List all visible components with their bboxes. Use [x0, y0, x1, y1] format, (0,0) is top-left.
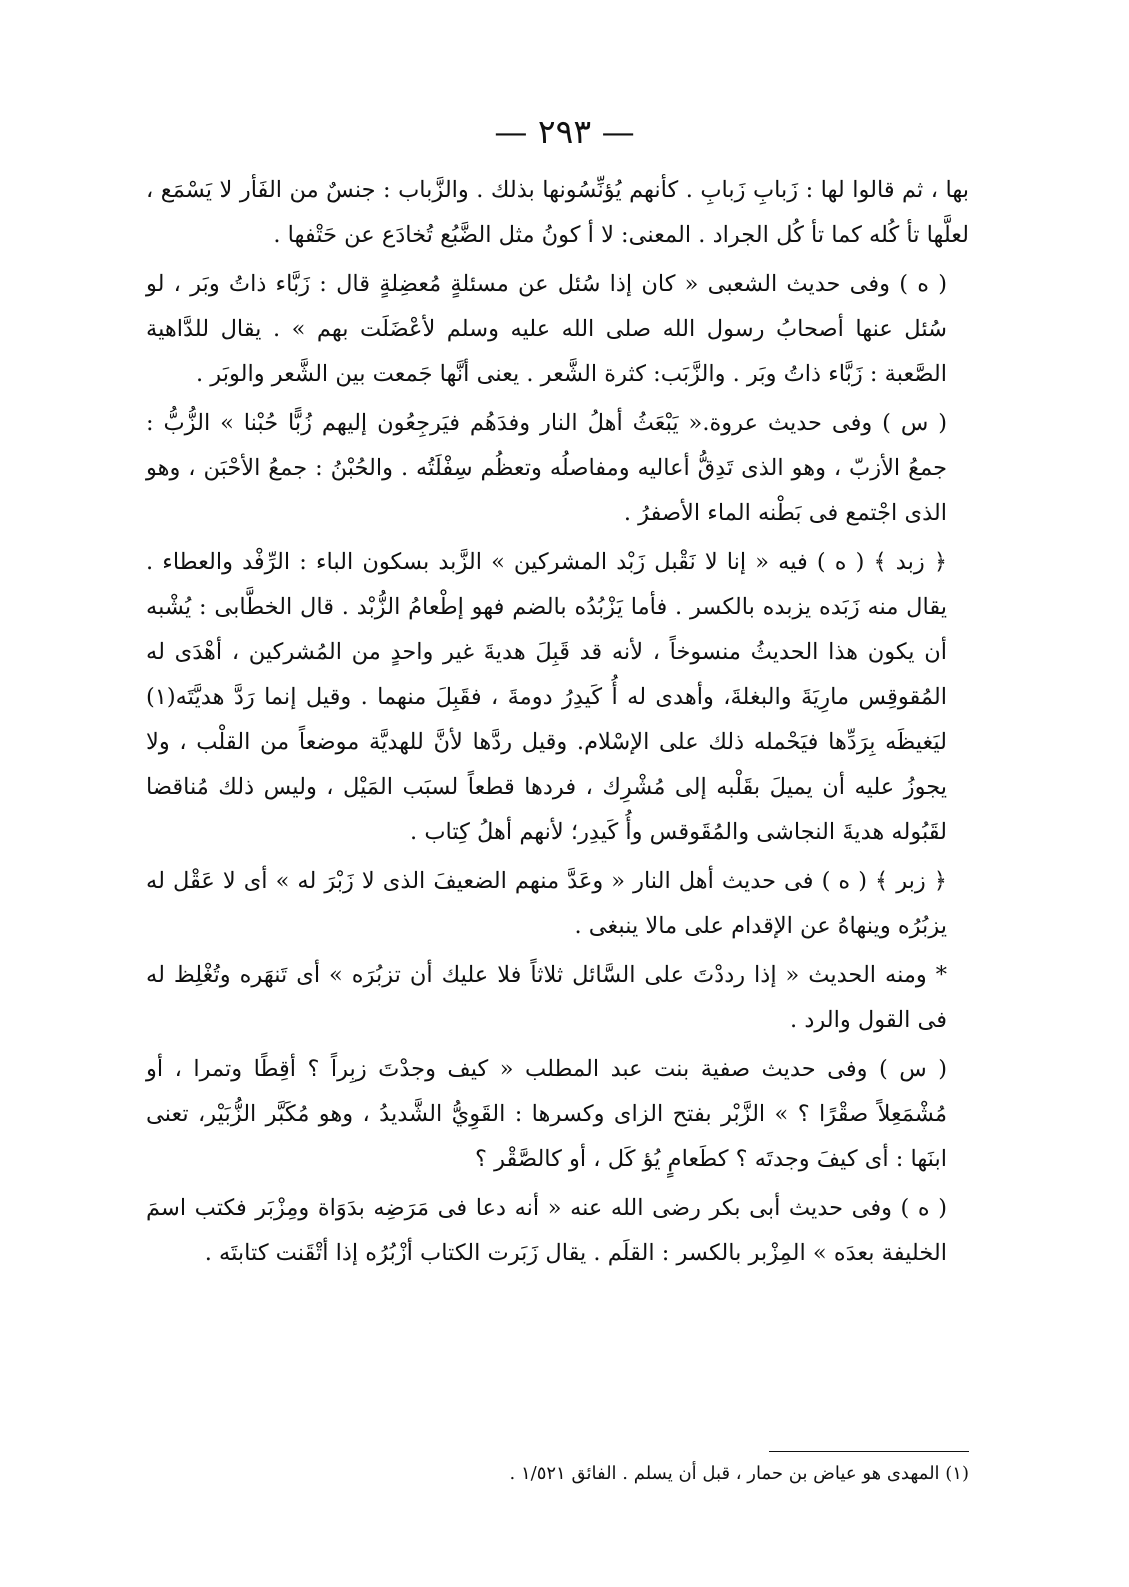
paragraph-abu-bakr-hadith: ( ه ) وفى حديث أبى بكر رضى الله عنه « أنه دعا فى مَرَضِه بدَوَاة ومِزْبَر فكتب اسمَ الخليفة بعدَه » المِزْبر بالكسر : القلَم . يقال زَبَرت الكتاب أزْبُرُه إذا أتْقَنت كتابتَه .	[146, 1195, 947, 1266]
main-text	[146, 168, 969, 1276]
footnote: (١) المهدى هو عياض بن حمار ، قبل أن يسلم . الفائق ١/٥٢١ .	[509, 1463, 969, 1484]
paragraph-shabi-hadith: ( ه ) وفى حديث الشعبى « كان إذا سُئل عن مسئلةٍ مُعضِلةٍ قال : زَبَّاء ذاتُ وبَر ، لو سُئل عنها أصحابُ رسول الله صلى الله عليه وسلم لأعْضَلَت بهم » . يقال للدَّاهية الصَّعبة : زَبَّاء ذاتُ وبَر . والزَّبَب: كثرة الشَّعر . يعنى أنَّها جَمعت بين الشَّعر والوبَر .	[146, 271, 947, 387]
footnote-divider	[769, 1451, 969, 1452]
paragraph-zabr-sail: * ومنه الحديث « إذا رددْتَ على السَّائل ثلاثاً فلا عليك أن تزبُرَه » أى تَنهَره وتُغْلِظ له فى القول والرد .	[146, 962, 947, 1033]
page-number: — ٢٩٣ —	[494, 112, 635, 151]
entry-zabr: ﴿ زبر ﴾ ( ه ) فى حديث أهل النار « وعَدَّ منهم الضعيفَ الذى لا زَبْرَ له » أى لا عَقْل له يزبُرُه وينهاهُ عن الإقدام على مالا ينبغى .	[146, 868, 947, 939]
paragraph-urwa-hadith: ( س ) وفى حديث عروة.« يَبْعَثُ أهلُ النار وفدَهُم فيَرجِعُون إليهم زُبًّا حُبْنا » الزُّبُّ : جمعُ الأزبّ ، وهو الذى تَدِقُّ أعاليه ومفاصلُه وتعظُم سِفْلَتُه . والحُبْنُ : جمعُ الأحْبَن ، وهو الذى اجْتمع فى بَطْنه الماء الأصفرُ .	[146, 410, 947, 526]
paragraph-continuation: بها ، ثم قالوا لها : زَبابِ زَبابِ . كأنهم يُؤنِّسُونها بذلك . والزَّباب : جنسٌ من الفَأر لا يَسْمَع ، لعلَّها تأ كُله كما تأ كُل الجراد . المعنى: لا أ كونُ مثل الضَّبُع تُخادَع عن حَتْفها .	[146, 177, 969, 248]
paragraph-safiyya-hadith: ( س ) وفى حديث صفية بنت عبد المطلب « كيف وجدْتَ زبِراً ؟ أقِطًا وتمرا ، أو مُشْمَعِلاً صقْرًا ؟ » الزَّبْر بفتح الزاى وكسرها : القَوِيُّ الشَّديدُ ، وهو مُكَبَّر الزُّبَيْر، تعنى ابنَها : أى كيفَ وجدتَه ؟ كطَعامٍ يُؤ كَل ، أو كالصَّقْر ؟	[146, 1056, 947, 1172]
entry-zabd: ﴿ زبد ﴾ ( ه ) فيه « إنا لا نَقْبل زَبْد المشركين » الزَّبد بسكون الباء : الرِّفْد والعطاء . يقال منه زَبَده يزبده بالكسر . فأما يَزْبُدُه بالضم فهو إطْعامُ الزُّبْد . قال الخطَّابى : يُشْبه أن يكون هذا الحديثُ منسوخاً ، لأنه قد قَبِلَ هديةَ غير واحدٍ من المُشركين ، أهْدَى له المُقوقِس مارِيَةَ والبغلةَ، وأهدى له أُ كَيدِرُ دومةَ ، فقَبِلَ منهما . وقيل إنما رَدَّ هديَّتَه(١) ليَغيظَه بِرَدِّها فيَحْمله ذلك على الإسْلام. وقيل ردَّها لأنَّ للهديَّة موضعاً من القلْب ، ولا يجوزُ عليه أن يميلَ بقَلْبه إلى مُشْرِك ، فردها قطعاً لسبَب المَيْل ، وليس ذلك مُناقضا لقَبُوله هديةَ النجاشى والمُقَوقس وأُ كَيدِر؛ لأنهم أهلُ كِتاب .	[146, 549, 947, 845]
